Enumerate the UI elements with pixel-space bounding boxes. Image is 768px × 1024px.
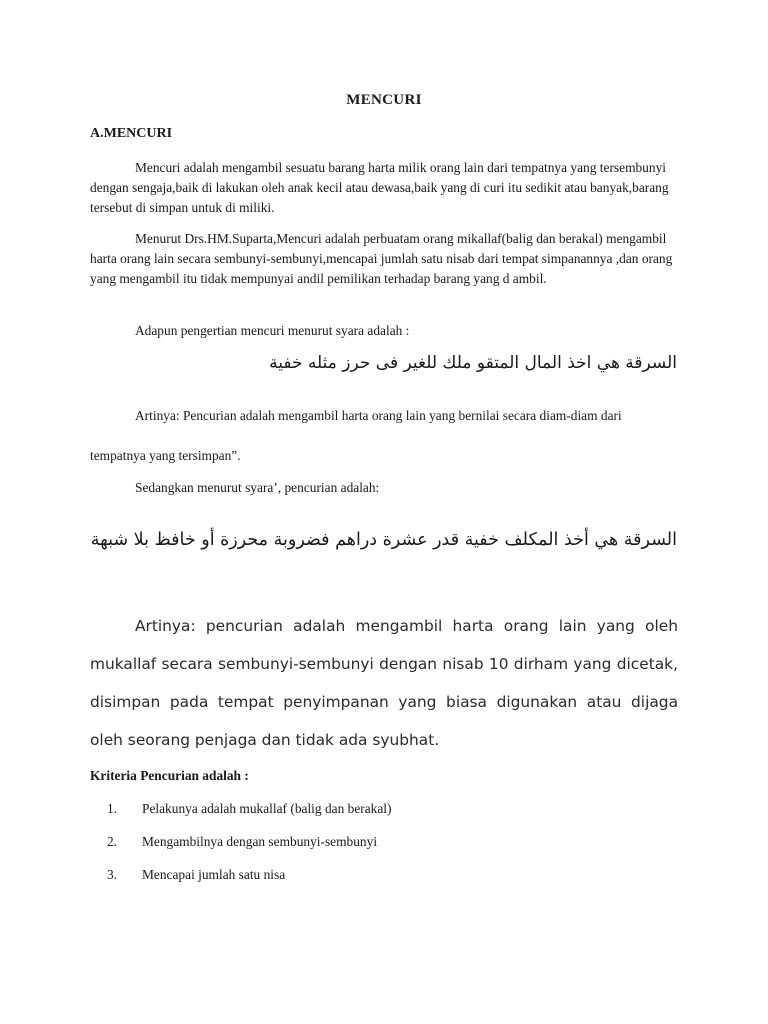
arabic-quote-2: السرقة هي أخذ المكلف خفية قدر عشرة دراهم فضروبة محرزة أو خافظ بلا شبهة [90,530,677,550]
paragraph-definition: Mencuri adalah mengambil sesuatu barang harta milik orang lain dari tempatnya yang tersembunyi dengan sengaja,baik di lakukan oleh anak kecil atau dewasa,baik yang di curi itu sedikit atau banyak,barang tersebut di simpan untuk di miliki. [90,160,669,215]
list-item [90,866,391,899]
list-item-number: 2. [106,834,117,849]
list-item-text: Pelakunya adalah mukallaf (balig dan berakal) [142,801,392,816]
paragraph-syara-definition: Sedangkan menurut syara’, pencurian adalah: [135,480,380,495]
criteria-list [90,800,391,899]
list-item [90,800,391,833]
criteria-heading: Kriteria Pencurian adalah : [90,768,249,783]
paragraph-syara-intro: Adapun pengertian mencuri menurut syara adalah : [135,323,410,338]
paragraph-suparta: Menurut Drs.HM.Suparta,Mencuri adalah perbuatam orang mikallaf(balig dan berakal) mengambil harta orang lain secara sembunyi-sembunyi,mencapai jumlah satu nisab dari tempat simpanannya ,dan orang yang mengambil itu tidak mempunyai andil pemilikan terhadap barang yang d ambil. [90,231,673,286]
document-title: MENCURI [346,92,422,108]
list-item-number: 1. [106,801,117,816]
arabic-quote-1: السرقة هي اخذ المال المتقو ملك للغير فى حرز مثله خفية [269,353,677,373]
section-heading: A.MENCURI [90,126,173,141]
translation-2: Artinya: pencurian adalah mengambil harta orang lain yang oleh mukallaf secara sembunyi-sembunyi dengan nisab 10 dirham yang dicetak, disimpan pada tempat penyimpanan yang biasa digunakan atau dijaga oleh seorang penjaga dan tidak ada syubhat. [90,617,678,749]
translation-1: Artinya: Pencurian adalah mengambil harta orang lain yang bernilai secara diam-diam dari tempatnya yang tersimpan”. [90,408,622,463]
list-item-number: 3. [106,867,117,882]
list-item-text: Mencapai jumlah satu nisa [142,867,286,882]
list-item-text: Mengambilnya dengan sembunyi-sembunyi [142,834,378,849]
list-item [90,833,391,866]
